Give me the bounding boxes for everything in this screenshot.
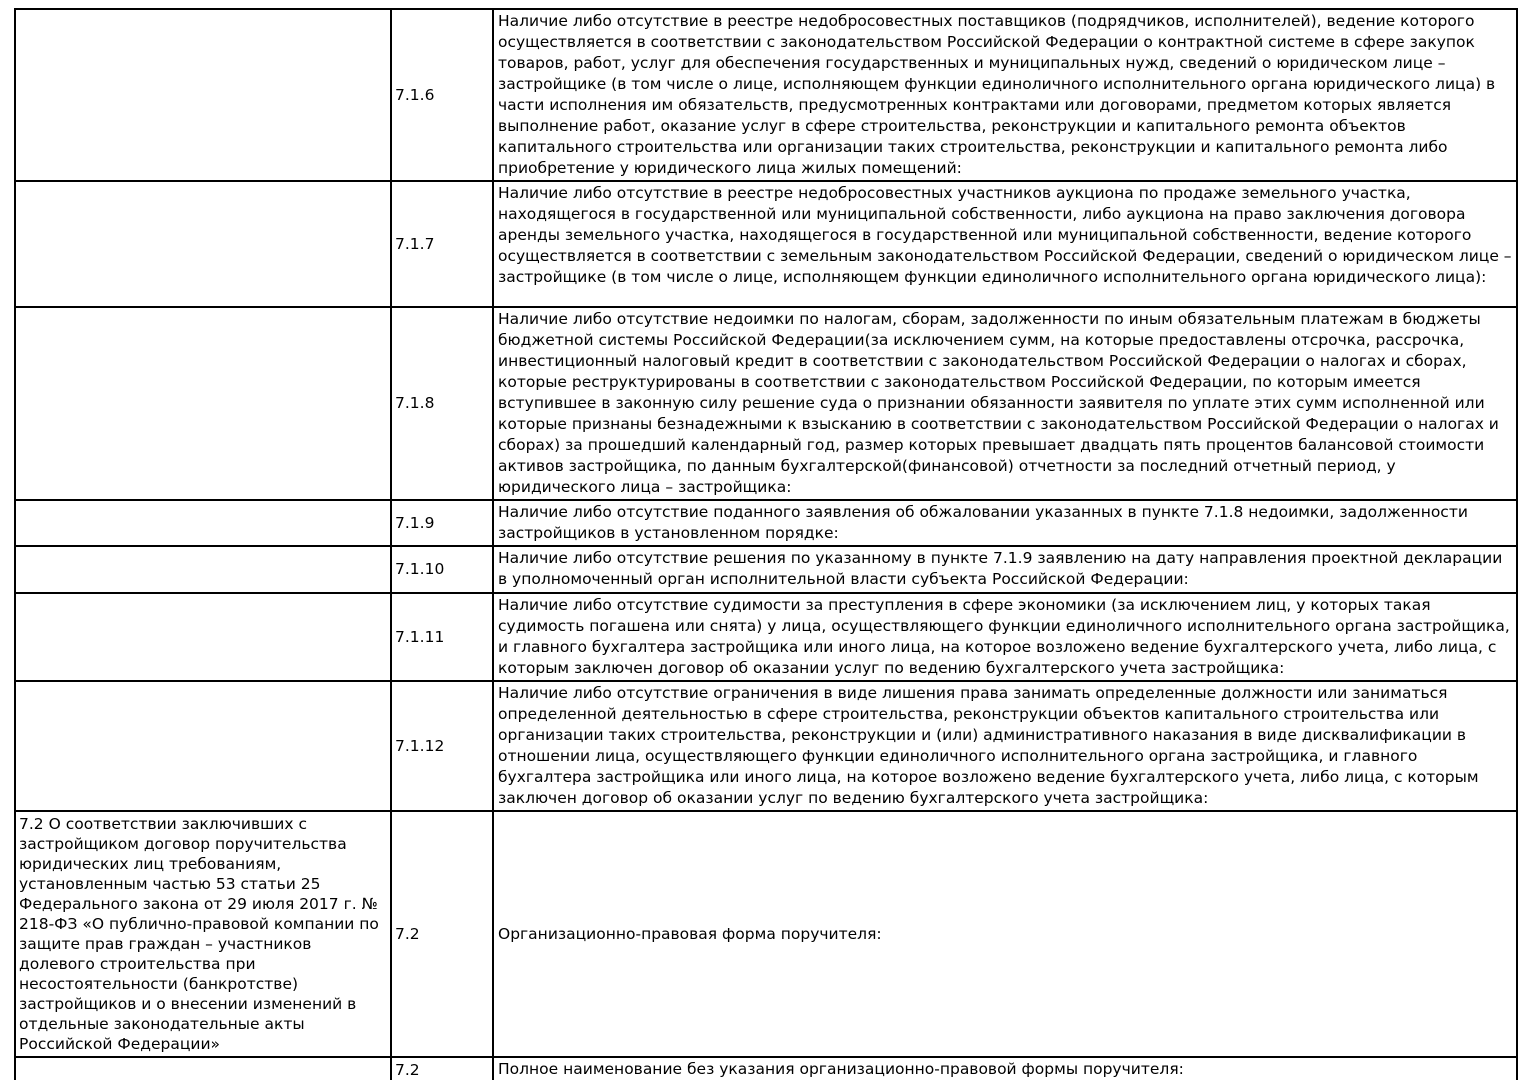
section-title-cell	[15, 593, 391, 681]
item-text-cell: Полное наименование без указания организационно-правовой формы поручителя:	[493, 1057, 1517, 1080]
item-text-cell: Наличие либо отсутствие в реестре недобросовестных поставщиков (подрядчиков, исполнителей), ведение которого осуществляется в соответствии с законодательством Российской Федерации о контрактной системе в сфере закупок товаров, работ, услуг для обеспечения государственных и муниципальных нужд, сведений о юридическом лице – застройщике (в том числе о лице, исполняющем функции единоличного исполнительного органа юридического лица) в части исполнения им обязательств, предусмотренных контрактами или договорами, предметом которых является выполнение работ, оказание услуг в сфере строительства, реконструкции и капитального ремонта объектов капитального строительства или организации таких строительства, реконструкции и капитального ремонта либо приобретение у юридического лица жилых помещений:	[493, 9, 1517, 181]
item-number-cell: 7.1.10	[391, 546, 493, 593]
item-number-cell: 7.1.12	[391, 681, 493, 811]
table-row	[15, 307, 1517, 500]
item-number-cell: 7.1.7	[391, 181, 493, 307]
section-title-cell	[15, 500, 391, 546]
item-text-cell: Организационно-правовая форма поручителя:	[493, 811, 1517, 1057]
item-text-cell: Наличие либо отсутствие в реестре недобросовестных участников аукциона по продаже земельного участка, находящегося в государственной или муниципальной собственности, либо аукциона на право заключения договора аренды земельного участка, находящегося в государственной или муниципальной собственности, ведение которого осуществляется в соответствии с земельным законодательством Российской Федерации, сведений о юридическом лице – застройщике (в том числе о лице, исполняющем функции единоличного исполнительного органа юридического лица):	[493, 181, 1517, 307]
table-row	[15, 681, 1517, 811]
item-number-cell: 7.2	[391, 1057, 493, 1080]
item-text-cell: Наличие либо отсутствие решения по указанному в пункте 7.1.9 заявлению на дату направления проектной декларации в уполномоченный орган исполнительной власти субъекта Российской Федерации:	[493, 546, 1517, 593]
item-number-cell: 7.1.8	[391, 307, 493, 500]
section-title-cell	[15, 1057, 391, 1080]
table-row	[15, 181, 1517, 307]
project-declaration-table	[14, 8, 1518, 1080]
item-number-cell: 7.2	[391, 811, 493, 1057]
item-text-cell: Наличие либо отсутствие недоимки по налогам, сборам, задолженности по иным обязательным платежам в бюджеты бюджетной системы Российской Федерации(за исключением сумм, на которые предоставлены отсрочка, рассрочка, инвестиционный налоговый кредит в соответствии с законодательством Российской Федерации о налогах и сборах, которые реструктурированы в соответствии с законодательством Российской Федерации, по которым имеется вступившее в законную силу решение суда о признании обязанности заявителя по уплате этих сумм исполненной или которые признаны безнадежными к взысканию в соответствии с законодательством Российской Федерации о налогах и сборах) за прошедший календарный год, размер которых превышает двадцать пять процентов балансовой стоимости активов застройщика, по данным бухгалтерской(финансовой) отчетности за последний отчетный период, у юридического лица – застройщика:	[493, 307, 1517, 500]
item-text-cell: Наличие либо отсутствие судимости за преступления в сфере экономики (за исключением лиц, у которых такая судимость погашена или снята) у лица, осуществляющего функции единоличного исполнительного органа застройщика, и главного бухгалтера застройщика или иного лица, на которое возложено ведение бухгалтерского учета, либо лица, с которым заключен договор об оказании услуг по ведению бухгалтерского учета застройщика:	[493, 593, 1517, 681]
table-row	[15, 1057, 1517, 1080]
section-title-cell	[15, 546, 391, 593]
section-title-cell: 7.2 О соответствии заключивших с застройщиком договор поручительства юридических лиц требованиям, установленным частью 53 статьи 25 Федерального закона от 29 июля 2017 г. № 218-ФЗ «О публично-правовой компании по защите прав граждан – участников долевого строительства при несостоятельности (банкротстве) застройщиков и о внесении изменений в отдельные законодательные акты Российской Федерации»	[15, 811, 391, 1057]
item-text-cell: Наличие либо отсутствие ограничения в виде лишения права занимать определенные должности или заниматься определенной деятельностью в сфере строительства, реконструкции объектов капитального строительства или организации таких строительства, реконструкции и (или) административного наказания в виде дисквалификации в отношении лица, осуществляющего функции единоличного исполнительного органа застройщика, и главного бухгалтера застройщика или иного лица, на которое возложено ведение бухгалтерского учета, либо лица, с которым заключен договор об оказании услуг по ведению бухгалтерского учета застройщика:	[493, 681, 1517, 811]
item-number-cell: 7.1.11	[391, 593, 493, 681]
section-title-cell	[15, 307, 391, 500]
section-title-cell	[15, 681, 391, 811]
section-title-cell	[15, 181, 391, 307]
item-number-cell: 7.1.6	[391, 9, 493, 181]
table-row	[15, 593, 1517, 681]
section-title-cell	[15, 9, 391, 181]
table-row	[15, 811, 1517, 1057]
table-row	[15, 9, 1517, 181]
table-row	[15, 500, 1517, 546]
table-row	[15, 546, 1517, 593]
item-text-cell: Наличие либо отсутствие поданного заявления об обжаловании указанных в пункте 7.1.8 недоимки, задолженности застройщиков в установленном порядке:	[493, 500, 1517, 546]
item-number-cell: 7.1.9	[391, 500, 493, 546]
